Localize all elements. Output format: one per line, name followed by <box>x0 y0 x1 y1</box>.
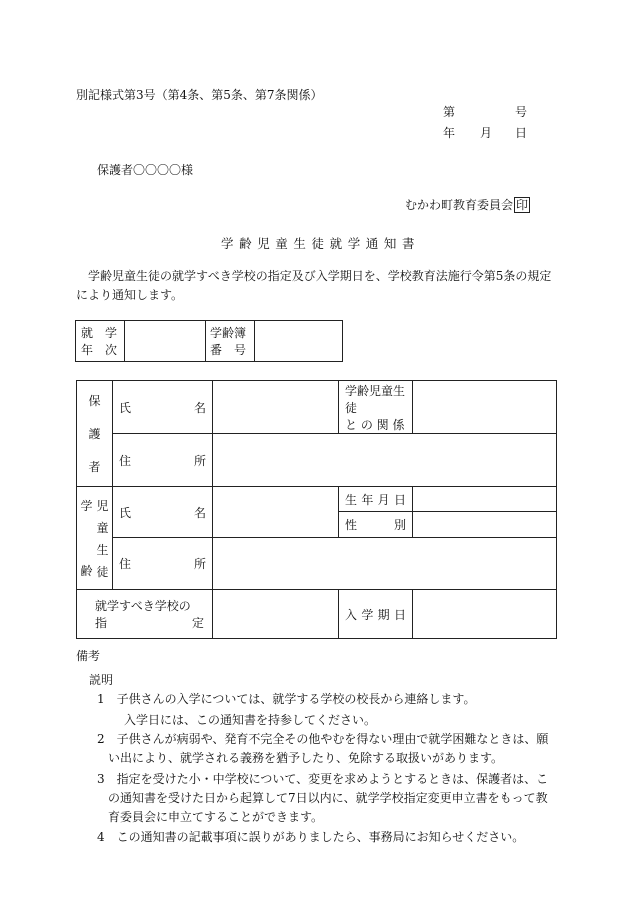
child-header-cell <box>77 487 113 590</box>
child-char-ji: 児 <box>96 498 109 513</box>
guardian-name-char-1: 氏 <box>119 400 132 415</box>
guardian-name-label <box>113 381 213 434</box>
birthdate-char-3: 月 <box>377 492 390 507</box>
entry-date-char-4: 日 <box>393 607 406 622</box>
guardian-char-2: 護 <box>88 426 101 441</box>
main-info-table <box>76 380 557 639</box>
entry-date-value <box>413 590 557 639</box>
entry-date-label <box>339 590 413 639</box>
note-1-line-2: 入学日には、この通知書を持参してください。 <box>124 713 377 727</box>
register-label-line2: 番 号 <box>210 343 247 357</box>
note-3-line-1: 3 指定を受けた小・中学校について、変更を求めようとするときは、保護者は、こ <box>97 772 549 786</box>
sex-label <box>339 512 413 538</box>
relation-label <box>339 381 413 434</box>
date-year: 年 <box>443 126 456 140</box>
birthdate-char-1: 生 <box>345 492 358 507</box>
child-address-label <box>113 538 213 590</box>
birthdate-value <box>413 487 557 512</box>
form-id: 別記様式第3号（第4条、第5条、第7条関係） <box>76 88 323 102</box>
number-dai: 第 <box>443 105 456 119</box>
date-day: 日 <box>515 126 528 140</box>
child-address-char-1: 住 <box>119 557 132 571</box>
guardian-address-label <box>113 434 213 487</box>
document-title: 学齢児童生徒就学通知書 <box>221 236 421 251</box>
note-3-line-2: の通知書を受けた日から起算して7日以内に、就学学校指定変更申立書をもって教 <box>108 791 548 805</box>
child-name-value <box>213 487 339 538</box>
child-address-value <box>213 538 557 590</box>
sex-char-2: 別 <box>393 518 406 532</box>
note-3-line-3: 育委員会に申立てすることができます。 <box>108 810 324 824</box>
issuer <box>405 196 530 213</box>
guardian-name-value <box>213 381 339 434</box>
birthdate-label <box>339 487 413 512</box>
grade-value-cell <box>125 321 206 362</box>
intro-line-1: 学齢児童生徒の就学すべき学校の指定及び入学期日を、学校教育法施行令第5条の規定 <box>88 269 552 283</box>
register-label-line1: 学齢簿 <box>210 326 247 340</box>
issuer-name: むかわ町教育委員会 <box>405 198 514 212</box>
school-designation-value <box>213 590 339 639</box>
date-month: 月 <box>480 126 493 140</box>
relation-value <box>413 381 557 434</box>
school-label-line1: 就学すべき学校の <box>95 599 191 613</box>
register-label <box>206 321 255 362</box>
guardian-char-1: 保 <box>88 393 101 408</box>
child-address-char-2: 所 <box>193 557 206 571</box>
guardian-address-char-1: 住 <box>119 453 132 468</box>
guardian-char-3: 者 <box>88 460 101 475</box>
child-name-char-2: 名 <box>193 505 206 520</box>
entry-date-char-1: 入 <box>345 607 358 622</box>
note-2-line-1: 2 子供さんが病弱や、発育不完全その他やむを得ない理由で就学困難なときは、願 <box>97 732 549 746</box>
entry-date-char-2: 学 <box>361 607 374 622</box>
entry-date-char-3: 期 <box>377 607 390 622</box>
sex-char-1: 性 <box>345 518 358 532</box>
child-char-rei: 齢 <box>80 563 93 578</box>
intro-line-2: により通知します。 <box>76 288 184 302</box>
addressee: 保護者〇〇〇〇様 <box>97 163 194 177</box>
explanation-heading: 説明 <box>89 673 114 687</box>
child-name-label <box>113 487 213 538</box>
register-value-cell <box>255 321 343 362</box>
child-char-gaku: 学 <box>80 499 93 514</box>
child-char-dou: 童 <box>96 520 109 535</box>
child-char-to: 徒 <box>96 564 109 579</box>
guardian-address-value <box>213 434 557 487</box>
grade-register-table <box>75 320 343 362</box>
seal-stamp: 印 <box>516 198 529 212</box>
school-designation-label <box>77 590 213 639</box>
remarks-heading: 備考 <box>76 649 101 663</box>
birthdate-char-2: 年 <box>361 492 374 507</box>
number-go: 号 <box>515 105 528 119</box>
note-4: 4 この通知書の記載事項に誤りがありましたら、事務局にお知らせください。 <box>97 830 525 844</box>
child-name-char-1: 氏 <box>119 505 132 520</box>
school-label-char-1: 指 <box>95 616 108 630</box>
birthdate-char-4: 日 <box>393 492 406 507</box>
guardian-header-cell <box>77 381 113 487</box>
note-2-line-2: い出により、就学される義務を猶予したり、免除する取扱いがあります。 <box>108 751 504 765</box>
relation-label-line1: 学齢児童生徒 <box>345 383 406 415</box>
relation-label-line2: と の 関 係 <box>345 417 405 432</box>
grade-label-line1: 就 学 <box>81 326 118 340</box>
note-1-line-1: 1 子供さんの入学については、就学する学校の校長から連絡します。 <box>97 692 476 706</box>
sex-value <box>413 512 557 538</box>
guardian-name-char-2: 名 <box>193 400 206 415</box>
grade-label-line2: 年 次 <box>81 343 118 357</box>
grade-label <box>76 321 125 362</box>
school-label-char-2: 定 <box>191 616 204 630</box>
child-char-sei: 生 <box>96 542 109 557</box>
guardian-address-char-2: 所 <box>193 453 206 468</box>
